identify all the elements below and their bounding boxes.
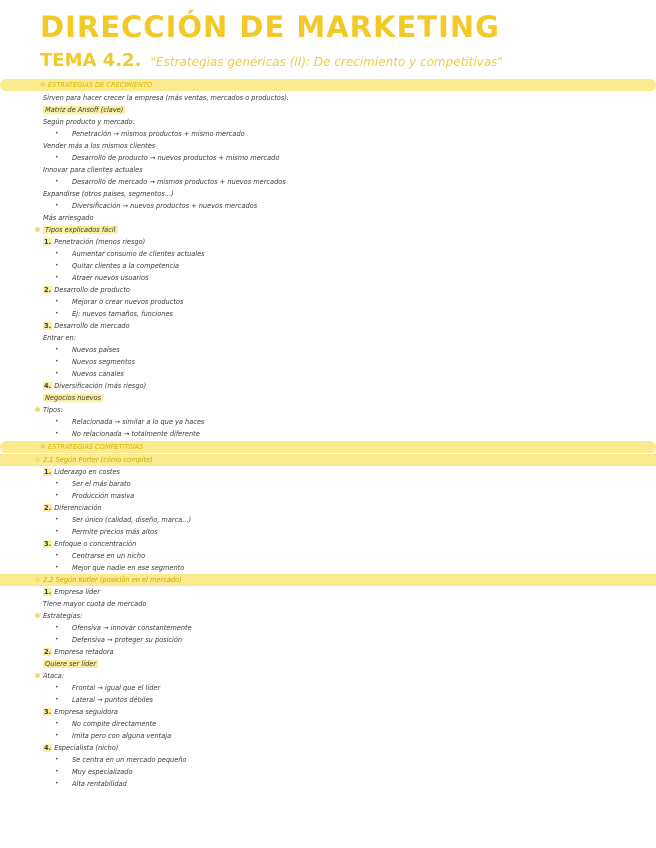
item-number: 1.	[44, 468, 52, 476]
bullet-item	[0, 344, 656, 356]
numbered-item	[0, 586, 656, 598]
line-text: ① ESTRATEGIAS DE CRECIMIENTO	[40, 81, 153, 89]
note-line	[0, 164, 656, 176]
highlighted-line	[0, 224, 656, 236]
line-text: Según producto y mercado:	[43, 118, 135, 126]
line-text: Desarrollo de mercado	[54, 322, 130, 330]
line-text: Quitar clientes a la competencia	[72, 262, 180, 270]
line-text: Ej: nuevos tamaños, funciones	[72, 310, 173, 318]
note-line	[0, 140, 656, 152]
bullet-item	[0, 526, 656, 538]
item-number: 1.	[44, 238, 52, 246]
line-text: Quiere ser líder	[45, 660, 97, 668]
line-text: Centrarse en un nicho	[72, 552, 146, 560]
numbered-item	[0, 320, 656, 332]
bullet-item	[0, 778, 656, 790]
line-text: Se centra en un mercado pequeño	[72, 756, 187, 764]
note-line	[0, 188, 656, 200]
line-text: Penetración → mismos productos + mismo mercado	[72, 130, 245, 138]
bullet-item	[0, 296, 656, 308]
item-number: 2.	[44, 286, 52, 294]
line-text: Entrar en:	[43, 334, 76, 342]
bullet-item	[0, 622, 656, 634]
bullet-item	[0, 128, 656, 140]
item-number: 3.	[44, 540, 52, 548]
bullet-item	[0, 550, 656, 562]
line-text: Permite precios más altos	[72, 528, 158, 536]
bullet-item	[0, 200, 656, 212]
line-text: 2.1 Según Porter (cómo compite)	[43, 456, 153, 464]
line-text: Relacionada → similar a lo que ya haces	[72, 418, 205, 426]
section-heading	[0, 79, 656, 91]
line-text: No relacionada → totalmente diferente	[72, 430, 200, 438]
line-text: Innovar para clientes actuales	[43, 166, 143, 174]
line-text: Estrategias:	[43, 612, 83, 620]
line-text: Ser único (calidad, diseño, marca...)	[72, 516, 192, 524]
note-line	[0, 610, 656, 622]
bullet-item	[0, 490, 656, 502]
highlighted-line	[0, 392, 656, 404]
bullet-item	[0, 694, 656, 706]
bullet-item	[0, 260, 656, 272]
subsection-heading	[0, 574, 656, 586]
bullet-item	[0, 272, 656, 284]
line-text: Diferenciación	[54, 504, 102, 512]
line-text: Ser el más barato	[72, 480, 131, 488]
line-text: Diversificación (más riesgo)	[54, 382, 147, 390]
line-text: Atraer nuevos usuarios	[72, 274, 149, 282]
bullet-item	[0, 478, 656, 490]
line-text: Aumentar consumo de clientes actuales	[72, 250, 205, 258]
line-text: Penetración (menos riesgo)	[54, 238, 146, 246]
line-text: Especialista (nicho)	[54, 744, 119, 752]
line-text: Ataca:	[43, 672, 65, 680]
note-line	[0, 598, 656, 610]
notes-content	[0, 78, 656, 790]
bullet-item	[0, 754, 656, 766]
bullet-item	[0, 718, 656, 730]
numbered-item	[0, 236, 656, 248]
line-text: Desarrollo de producto	[54, 286, 130, 294]
line-text: Tipos:	[43, 406, 63, 414]
bullet-item	[0, 428, 656, 440]
document-subtitle	[40, 50, 503, 71]
highlighted-line	[0, 104, 656, 116]
line-text: Lateral → puntos débiles	[72, 696, 153, 704]
numbered-item	[0, 466, 656, 478]
item-number: 2.	[44, 648, 52, 656]
line-text: Nuevos canales	[72, 370, 124, 378]
numbered-item	[0, 502, 656, 514]
highlighted-line	[0, 658, 656, 670]
line-text: Nuevos segmentos	[72, 358, 136, 366]
line-text: Mejor que nadie en ese segmento	[72, 564, 185, 572]
line-text: ② ESTRATEGIAS COMPETITIVAS	[40, 443, 144, 451]
item-number: 3.	[44, 708, 52, 716]
bullet-item	[0, 766, 656, 778]
line-text: Tiene mayor cuota de mercado	[43, 600, 147, 608]
subsection-heading	[0, 454, 656, 466]
tema-name: "Estrategias genéricas (II): De crecimiento y competitivas"	[150, 55, 503, 69]
bullet-item	[0, 356, 656, 368]
line-text: Expandirse (otros países, segmentos...)	[43, 190, 174, 198]
item-number: 3.	[44, 322, 52, 330]
line-text: 2.2 Según Kotler (posición en el mercado)	[43, 576, 182, 584]
bullet-item	[0, 562, 656, 574]
bullet-item	[0, 416, 656, 428]
bullet-item	[0, 152, 656, 164]
bullet-item	[0, 634, 656, 646]
line-text: Empresa retadora	[54, 648, 114, 656]
line-text: Enfoque o concentración	[54, 540, 137, 548]
line-text: Nuevos países	[72, 346, 120, 354]
numbered-item	[0, 380, 656, 392]
numbered-item	[0, 284, 656, 296]
line-text: Defensiva → proteger su posición	[72, 636, 183, 644]
line-text: Frontal → igual que el líder	[72, 684, 161, 692]
note-line	[0, 404, 656, 416]
note-line	[0, 92, 656, 104]
line-text: Sirven para hacer crecer la empresa (más ventas, mercados o productos).	[43, 94, 289, 102]
tema-number: TEMA 4.2.	[40, 50, 142, 71]
item-number: 2.	[44, 504, 52, 512]
bullet-item	[0, 176, 656, 188]
line-text: Tipos explicados fácil	[45, 226, 116, 234]
numbered-item	[0, 538, 656, 550]
item-number: 4.	[44, 382, 52, 390]
line-text: Matriz de Ansoff (clave)	[45, 106, 124, 114]
numbered-item	[0, 742, 656, 754]
line-text: Producción masiva	[72, 492, 135, 500]
bullet-item	[0, 514, 656, 526]
line-text: Empresa seguidora	[54, 708, 118, 716]
line-text: Desarrollo de producto → nuevos productos + mismo mercado	[72, 154, 280, 162]
note-line	[0, 332, 656, 344]
numbered-item	[0, 706, 656, 718]
line-text: Liderazgo en costes	[54, 468, 120, 476]
line-text: Mejorar o crear nuevos productos	[72, 298, 184, 306]
line-text: Empresa líder	[54, 588, 100, 596]
document-title: DIRECCIÓN DE MARKETING	[40, 10, 500, 44]
line-text: Vender más a los mismos clientes	[43, 142, 156, 150]
bullet-item	[0, 248, 656, 260]
numbered-item	[0, 646, 656, 658]
bullet-item	[0, 308, 656, 320]
line-text: Ofensiva → innovar constantemente	[72, 624, 192, 632]
line-text: Desarrollo de mercado → mismos productos + nuevos mercados	[72, 178, 286, 186]
bullet-item	[0, 730, 656, 742]
item-number: 4.	[44, 744, 52, 752]
line-text: Imita pero con alguna ventaja	[72, 732, 172, 740]
note-line	[0, 670, 656, 682]
bullet-item	[0, 368, 656, 380]
note-line	[0, 116, 656, 128]
line-text: No compite directamente	[72, 720, 157, 728]
bullet-item	[0, 682, 656, 694]
section-heading	[0, 441, 656, 453]
line-text: Diversificación → nuevos productos + nuevos mercados	[72, 202, 258, 210]
line-text: Muy especializado	[72, 768, 133, 776]
line-text: Alta rentabilidad	[72, 780, 127, 788]
line-text: Más arriesgado	[43, 214, 94, 222]
line-text: Negocios nuevos	[45, 394, 102, 402]
note-line	[0, 212, 656, 224]
item-number: 1.	[44, 588, 52, 596]
